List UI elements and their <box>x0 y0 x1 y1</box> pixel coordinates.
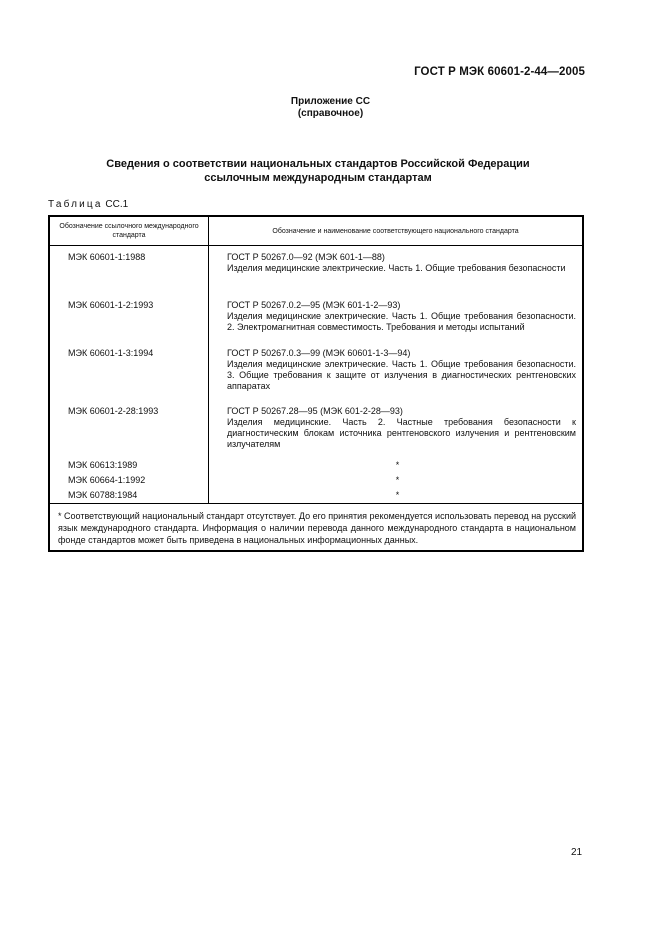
national-standard <box>209 294 584 342</box>
table-row <box>49 458 583 473</box>
national-standard-title: Изделия медицинские. Часть 2. Частные требования безопасности к диагностическим блокам источника рентгеновского излучения и рентгеновским излучателям <box>227 417 576 449</box>
international-standard: МЭК 60601-1:1988 <box>49 246 209 295</box>
table-caption-word: Таблица <box>48 199 103 210</box>
national-standard <box>209 246 584 295</box>
table-caption <box>48 199 128 210</box>
national-standard-title: Изделия медицинские электрические. Часть 1. Общие требования безопасности <box>227 263 566 273</box>
international-standard: МЭК 60601-1-3:1994 <box>49 342 209 400</box>
table-header-row <box>49 216 583 246</box>
appendix-subtitle: (справочное) <box>297 108 364 119</box>
international-standard: МЭК 60601-1-2:1993 <box>49 294 209 342</box>
table-row <box>49 294 583 342</box>
table-caption-id: СС.1 <box>105 199 129 210</box>
national-standard <box>209 342 584 400</box>
column-header-international: Обозначение ссылочного международного стандарта <box>49 216 209 246</box>
section-title <box>0 157 636 185</box>
international-standard: МЭК 60601-2-28:1993 <box>49 400 209 458</box>
table-footnote-row <box>49 504 583 552</box>
section-title-line-2: ссылочным международным стандартам <box>204 172 432 184</box>
no-national-standard-mark: * <box>395 460 400 470</box>
table-row <box>49 246 583 295</box>
page-number: 21 <box>571 847 583 858</box>
appendix-title: Приложение СС <box>290 96 371 107</box>
national-standard-code: ГОСТ Р 50267.28—95 (МЭК 601-2-28—93) <box>227 406 403 416</box>
correspondence-table <box>48 215 584 552</box>
no-national-standard-mark: * <box>395 475 400 485</box>
national-standard <box>209 400 584 458</box>
international-standard: МЭК 60788:1984 <box>49 488 209 504</box>
international-standard: МЭК 60613:1989 <box>49 458 209 473</box>
national-standard-title: Изделия медицинские электрические. Часть 1. Общие требования безопасности. 3. Общие требования к защите от излучения в диагностических рентгеновских аппаратах <box>227 359 576 391</box>
table-footnote: * Соответствующий национальный стандарт отсутствует. До его принятия рекомендуется использовать перевод на русский язык международного стандарта. Информация о наличии перевода данного международного стандарта в национальном фонде стандартов может быть приведена в национальных информационных данных. <box>49 504 583 552</box>
national-standard-code: ГОСТ Р 50267.0—92 (МЭК 601-1—88) <box>227 252 385 262</box>
national-standard-title: Изделия медицинские электрические. Часть 1. Общие требования безопасности. 2. Электромагнитная совместимость. Требования и методы испытаний <box>227 311 576 332</box>
document-code: ГОСТ Р МЭК 60601-2-44—2005 <box>414 66 585 78</box>
international-standard: МЭК 60664-1:1992 <box>49 473 209 488</box>
table-row <box>49 488 583 504</box>
section-title-line-1: Сведения о соответствии национальных стандартов Российской Федерации <box>106 158 530 170</box>
national-standard-code: ГОСТ Р 50267.0.2—95 (МЭК 601-1-2—93) <box>227 300 401 310</box>
table-row <box>49 342 583 400</box>
table-row <box>49 473 583 488</box>
column-header-national: Обозначение и наименование соответствующего национального стандарта <box>209 216 584 246</box>
appendix-heading <box>0 96 661 120</box>
no-national-standard-mark: * <box>395 490 400 500</box>
table-row <box>49 400 583 458</box>
national-standard-code: ГОСТ Р 50267.0.3—99 (МЭК 60601-1-3—94) <box>227 348 411 358</box>
